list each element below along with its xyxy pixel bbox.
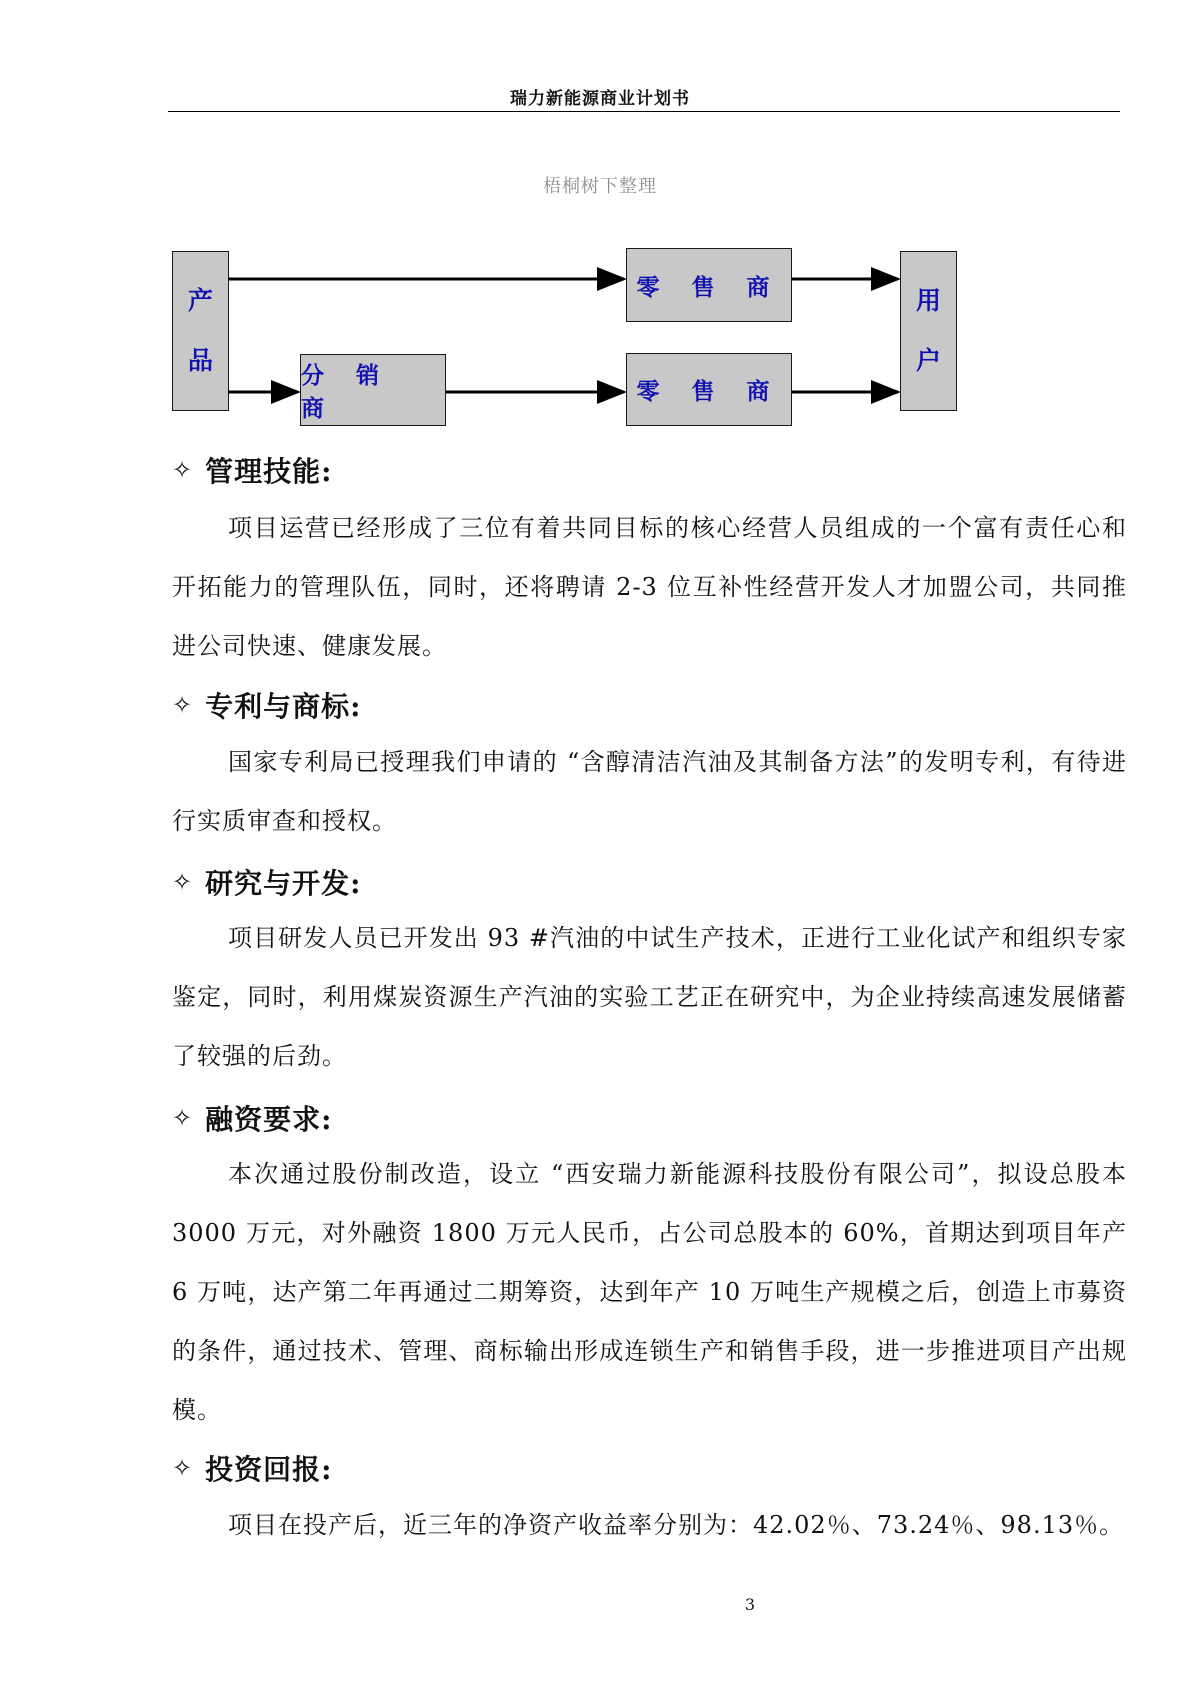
- diamond-bullet-icon: ✧: [172, 1454, 194, 1482]
- diamond-bullet-icon: ✧: [172, 1104, 194, 1132]
- product-label-2: 品: [187, 346, 213, 375]
- product-box: [172, 251, 229, 411]
- retailer-box-bottom: [626, 353, 792, 426]
- section-title: 投资回报:: [205, 1453, 333, 1486]
- diamond-bullet-icon: ✧: [172, 456, 194, 484]
- section-heading-rnd: [172, 862, 361, 902]
- section-paragraph-return: 项目在投产后，近三年的净资产收益率分别为：42.02％、73.24％、98.13％。: [228, 1511, 1125, 1539]
- page-number: 3: [744, 1595, 756, 1614]
- section-heading-financing: [172, 1098, 332, 1138]
- product-label-1: 产: [187, 286, 213, 315]
- section-paragraph-management: 项目运营已经形成了三位有着共同目标的核心经营人员组成的一个富有责任心和开拓能力的管理队伍，同时，还将聘请 2-3 位互补性经营开发人才加盟公司，共同推进公司快速、健康发展。: [172, 514, 1127, 660]
- section-heading-patent: [172, 685, 361, 725]
- section-title: 研究与开发:: [205, 867, 362, 900]
- section-heading-management: [172, 450, 332, 490]
- diamond-bullet-icon: ✧: [172, 868, 194, 896]
- user-label-1: 用: [915, 286, 941, 315]
- section-title: 融资要求:: [205, 1103, 333, 1136]
- section-paragraph-patent: 国家专利局已授理我们申请的 “含醇清洁汽油及其制备方法”的发明专利，有待进行实质审查和授权。: [172, 748, 1127, 835]
- section-title: 专利与商标:: [205, 690, 362, 723]
- section-paragraph-financing: 本次通过股份制改造，设立 “西安瑞力新能源科技股份有限公司”，拟设总股本 3000 万元，对外融资 1800 万元人民币，占公司总股本的 60%，首期达到项目年产 6 万吨，达产第二年再通过二期筹资，达到年产 10 万吨生产规模之后，创造上市募资的条件，通过技术、管理、商标输出形成连锁生产和销售手段，进一步推进项目产出规模。: [172, 1160, 1127, 1424]
- distributor-label: 分 销 商: [301, 363, 392, 422]
- watermark-text: 梧桐树下整理: [543, 176, 657, 197]
- user-label-2: 户: [915, 346, 941, 375]
- user-box: [900, 251, 957, 411]
- retailer-bottom-label: 零 售 商: [636, 379, 782, 405]
- diamond-bullet-icon: ✧: [172, 691, 194, 719]
- header-title: 瑞力新能源商业计划书: [510, 89, 690, 109]
- section-heading-return: [172, 1448, 332, 1488]
- retailer-top-label: 零 售 商: [636, 274, 782, 301]
- retailer-box-top: [626, 248, 792, 322]
- section-title: 管理技能:: [205, 455, 333, 488]
- distribution-diagram: [0, 0, 1200, 440]
- distributor-box: [300, 354, 446, 426]
- section-paragraph-rnd: 项目研发人员已开发出 93 #汽油的中试生产技术，正进行工业化试产和组织专家鉴定，同时，利用煤炭资源生产汽油的实验工艺正在研究中，为企业持续高速发展储蓄了较强的后劲。: [172, 924, 1127, 1070]
